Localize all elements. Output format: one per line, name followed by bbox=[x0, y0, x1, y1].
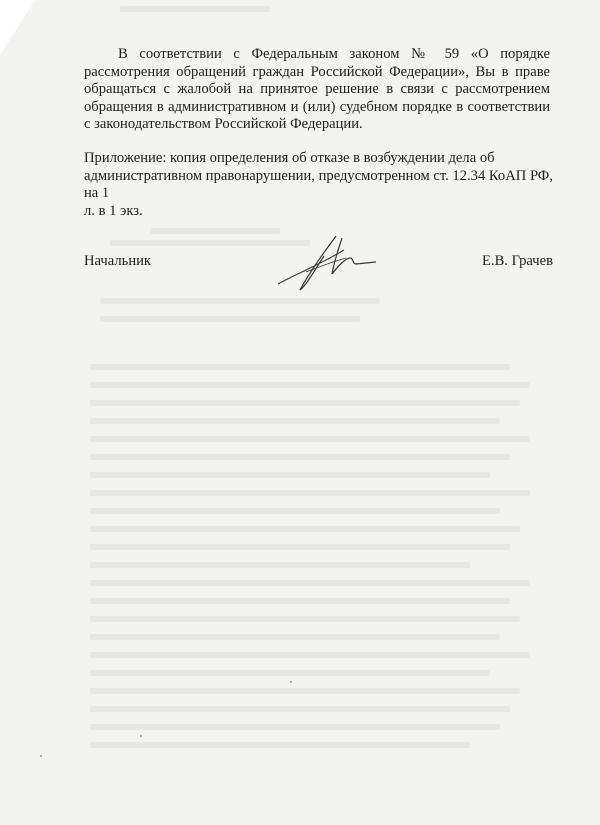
scan-speck bbox=[40, 755, 42, 757]
attachment-line: л. в 1 экз. bbox=[84, 202, 143, 219]
attachment-paragraph bbox=[84, 150, 554, 220]
attachment-line: административном правонарушении, предусмотренном ст. 12.34 КоАП РФ, на 1 bbox=[84, 167, 553, 202]
scan-speck bbox=[290, 681, 292, 683]
handwritten-signature-icon bbox=[276, 228, 386, 300]
attachment-line: Приложение: копия определения об отказе в возбуждении дела об bbox=[84, 150, 495, 166]
folded-corner bbox=[0, 0, 35, 55]
signer-title: Начальник bbox=[84, 253, 152, 269]
scan-speck bbox=[140, 735, 142, 737]
main-paragraph: В соответствии с Федеральным законом № 59 «О порядке рассмотрения обращений граждан Российской Федерации», Вы в праве обращаться с жалобой на принятое решение в связи с рассмотрением обращения в административном и (или) судебном порядке в соответствии с законодательством Российской Федерации. bbox=[84, 46, 550, 133]
signer-name: Е.В. Грачев bbox=[482, 253, 554, 269]
